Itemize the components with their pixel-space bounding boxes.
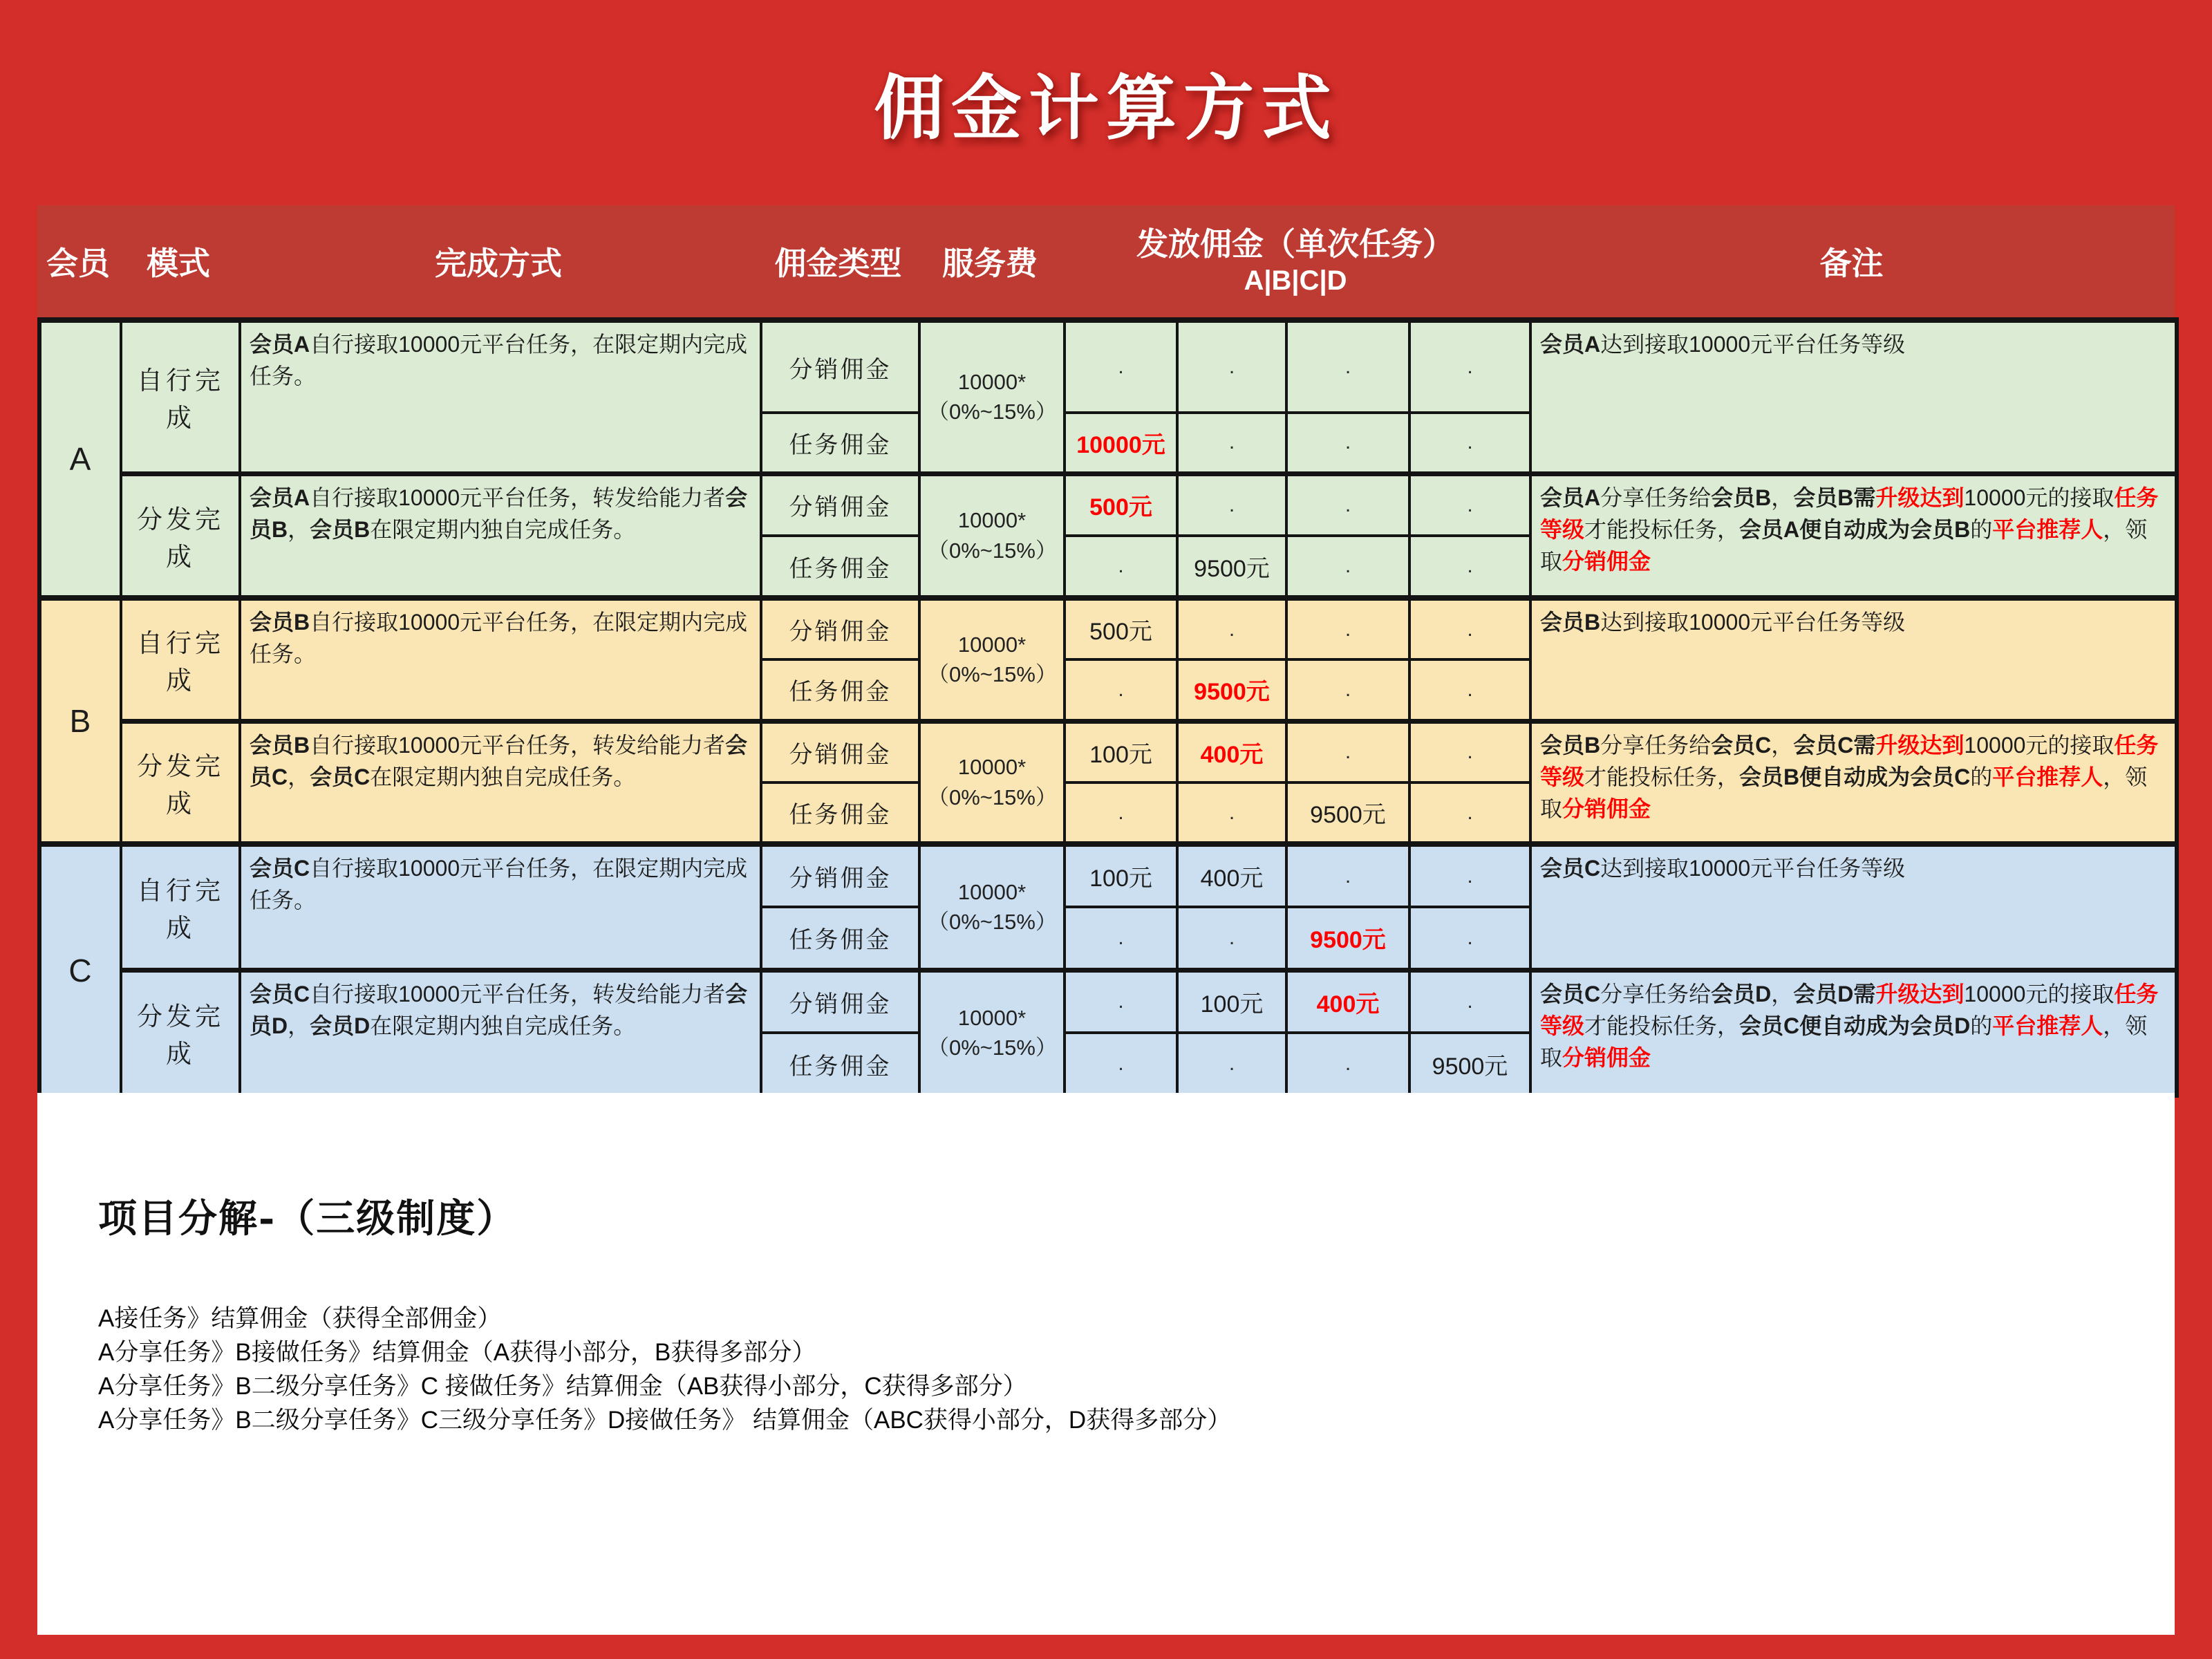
remark-text xyxy=(1530,844,2177,970)
text-segment: ，领取 xyxy=(1540,516,2148,574)
text-segment: 升级达到 xyxy=(1875,485,1965,510)
commission-type-cell: 任务佣金 xyxy=(761,536,919,598)
payout-value-cell: 100元 xyxy=(1065,844,1177,907)
text-segment: 自行接取10000元平台任务，在限定期内完成任务。 xyxy=(250,610,748,667)
payout-dot-cell: . xyxy=(1286,413,1409,474)
commission-type-cell: 任务佣金 xyxy=(761,659,919,721)
payout-dot-cell: . xyxy=(1409,721,1530,782)
text-segment: 达到接取10000元平台任务等级 xyxy=(1600,856,1906,881)
payout-dot-cell: . xyxy=(1409,907,1530,970)
text-segment: 平台推荐人 xyxy=(1992,1013,2103,1038)
payout-dot-cell: . xyxy=(1065,970,1177,1033)
text-segment: 10000元的接取 xyxy=(1964,981,2115,1006)
text-segment: 的 xyxy=(1970,1013,1993,1038)
service-fee-line: 10000* xyxy=(957,369,1027,394)
text-segment: 自行接取10000元平台任务，在限定期内完成任务。 xyxy=(250,332,748,389)
text-segment: 会员B xyxy=(1540,610,1601,635)
commission-type-cell: 任务佣金 xyxy=(761,1033,919,1096)
text-segment: ， xyxy=(1771,485,1794,510)
completion-text xyxy=(240,844,761,970)
service-fee-line: 10000* xyxy=(957,508,1027,533)
text-segment: 会员B xyxy=(1540,732,1601,758)
remark-text xyxy=(1530,474,2177,598)
payout-value-cell: 500元 xyxy=(1065,598,1177,659)
footer-line-4: A分享任务》B二级分享任务》C三级分享任务》D接做任务》 结算佣金（ABC获得小部分，D获得多部分） xyxy=(98,1407,1232,1434)
col-header-mode: 模式 xyxy=(147,245,210,281)
text-segment: 会员C xyxy=(250,732,748,789)
text-segment: 平台推荐人 xyxy=(1992,764,2103,789)
col-header-payout xyxy=(1062,226,1528,297)
text-segment: 会员D xyxy=(310,1013,371,1038)
text-segment: 会员A xyxy=(1540,485,1601,510)
mode-cell: 分发完成 xyxy=(121,970,240,1096)
member-label: B xyxy=(39,598,121,844)
payout-dot-cell: . xyxy=(1065,1033,1177,1096)
service-fee-line: （0%~15%） xyxy=(928,400,1057,424)
service-fee-cell xyxy=(919,970,1065,1096)
text-segment: 在限定期内独自完成任务。 xyxy=(370,1013,636,1038)
service-fee-cell xyxy=(919,598,1065,721)
payout-header-line1: 发放佣金（单次任务） xyxy=(1136,225,1454,262)
col-header-service-fee: 服务费 xyxy=(942,245,1038,281)
text-segment: ，领取 xyxy=(1540,764,2148,822)
text-segment: 会员B xyxy=(250,485,748,542)
text-segment: 会员C xyxy=(310,764,371,789)
text-segment: ， xyxy=(288,516,310,542)
payout-value-cell: 500元 xyxy=(1065,474,1177,536)
service-fee-cell xyxy=(919,474,1065,598)
text-segment: 才能投标任务， xyxy=(1584,516,1740,542)
payout-dot-cell: . xyxy=(1286,1033,1409,1096)
commission-type-cell: 分销佣金 xyxy=(761,320,919,413)
payout-dot-cell: . xyxy=(1409,782,1530,844)
payout-dot-cell: . xyxy=(1409,598,1530,659)
payout-dot-cell: . xyxy=(1065,659,1177,721)
service-fee-line: （0%~15%） xyxy=(928,910,1057,935)
commission-type-cell: 任务佣金 xyxy=(761,907,919,970)
member-label: A xyxy=(39,320,121,598)
mode-cell: 自行完成 xyxy=(121,320,240,474)
text-segment: 会员B需 xyxy=(1793,485,1876,510)
payout-dot-cell: . xyxy=(1177,782,1286,844)
text-segment: 分享任务给 xyxy=(1600,485,1712,510)
footer-line-2: A分享任务》B接做任务》结算佣金（A获得小部分，B获得多部分） xyxy=(98,1339,816,1366)
footer-section xyxy=(37,1093,2175,1635)
text-segment: 在限定期内独自完成任务。 xyxy=(370,516,636,542)
payout-dot-cell: . xyxy=(1177,1033,1286,1096)
payout-dot-cell: . xyxy=(1286,598,1409,659)
remark-text xyxy=(1530,721,2177,844)
table-header-row xyxy=(37,205,2175,317)
commission-type-cell: 分销佣金 xyxy=(761,474,919,536)
service-fee-line: 10000* xyxy=(957,1005,1027,1030)
text-segment: 10000元的接取 xyxy=(1964,732,2115,758)
text-segment: 自行接取10000元平台任务，转发给能力者 xyxy=(310,981,726,1006)
payout-dot-cell: . xyxy=(1286,474,1409,536)
payout-dot-cell: . xyxy=(1177,907,1286,970)
text-segment: 会员B xyxy=(1711,485,1772,510)
payout-value-cell: 10000元 xyxy=(1065,413,1177,474)
mode-cell: 自行完成 xyxy=(121,598,240,721)
completion-text xyxy=(240,598,761,721)
payout-value-cell: 9500元 xyxy=(1409,1033,1530,1096)
mode-cell: 分发完成 xyxy=(121,721,240,844)
text-segment: 的 xyxy=(1970,516,1993,542)
text-segment: 平台推荐人 xyxy=(1992,516,2103,542)
footer-line-3: A分享任务》B二级分享任务》C 接做任务》结算佣金（AB获得小部分，C获得多部分） xyxy=(98,1373,1027,1400)
text-segment: 会员A xyxy=(250,332,310,357)
text-segment: 会员B xyxy=(250,732,310,758)
payout-dot-cell: . xyxy=(1409,844,1530,907)
payout-dot-cell: . xyxy=(1286,721,1409,782)
text-segment: 升级达到 xyxy=(1875,732,1965,758)
page-title: 佣金计算方式 xyxy=(874,67,1338,150)
text-segment: 达到接取10000元平台任务等级 xyxy=(1600,332,1906,357)
payout-value-cell: 100元 xyxy=(1177,970,1286,1033)
text-segment: 会员C需 xyxy=(1793,732,1876,758)
text-segment: 任务等级 xyxy=(1540,732,2159,789)
col-header-completion: 完成方式 xyxy=(435,245,562,281)
service-fee-cell xyxy=(919,844,1065,970)
text-segment: 会员D xyxy=(1711,981,1772,1006)
payout-dot-cell: . xyxy=(1286,844,1409,907)
commission-type-cell: 分销佣金 xyxy=(761,598,919,659)
text-segment: ， xyxy=(288,1013,310,1038)
mode-cell: 分发完成 xyxy=(121,474,240,598)
payout-dot-cell: . xyxy=(1409,320,1530,413)
commission-type-cell: 任务佣金 xyxy=(761,782,919,844)
text-segment: 达到接取10000元平台任务等级 xyxy=(1600,610,1906,635)
footer-line-1: A接任务》结算佣金（获得全部佣金） xyxy=(98,1305,502,1332)
text-segment: 会员A xyxy=(1540,332,1601,357)
service-fee-line: （0%~15%） xyxy=(928,662,1057,687)
payout-dot-cell: . xyxy=(1065,782,1177,844)
text-segment: 会员C xyxy=(250,981,310,1006)
commission-type-cell: 分销佣金 xyxy=(761,721,919,782)
payout-dot-cell: . xyxy=(1177,474,1286,536)
text-segment: 自行接取10000元平台任务，在限定期内完成任务。 xyxy=(250,856,748,913)
payout-dot-cell: . xyxy=(1286,659,1409,721)
payout-dot-cell: . xyxy=(1065,907,1177,970)
payout-value-cell: 400元 xyxy=(1177,844,1286,907)
text-segment: ， xyxy=(1771,732,1794,758)
payout-dot-cell: . xyxy=(1177,598,1286,659)
text-segment: 分销佣金 xyxy=(1562,796,1651,822)
payout-dot-cell: . xyxy=(1065,536,1177,598)
payout-dot-cell: . xyxy=(1286,320,1409,413)
payout-value-cell: 400元 xyxy=(1177,721,1286,782)
payout-value-cell: 9500元 xyxy=(1286,907,1409,970)
remark-text xyxy=(1530,970,2177,1096)
text-segment: 会员C便自动成为会员D xyxy=(1739,1013,1971,1038)
payout-value-cell: 100元 xyxy=(1065,721,1177,782)
payout-header-line2: A|B|C|D xyxy=(1244,265,1347,297)
table-body xyxy=(37,317,2179,1098)
text-segment: ， xyxy=(288,764,310,789)
text-segment: 在限定期内独自完成任务。 xyxy=(370,764,636,789)
text-segment: 会员B xyxy=(310,516,371,542)
text-segment: 10000元的接取 xyxy=(1964,485,2115,510)
text-segment: 才能投标任务， xyxy=(1584,1013,1740,1038)
col-header-member: 会员 xyxy=(46,245,110,281)
text-segment: 分享任务给 xyxy=(1600,732,1712,758)
text-segment: 会员D xyxy=(250,981,748,1038)
service-fee-line: 10000* xyxy=(957,879,1027,904)
text-segment: 才能投标任务， xyxy=(1584,764,1740,789)
text-segment: 会员A xyxy=(250,485,310,510)
commission-table xyxy=(37,205,2175,1098)
payout-dot-cell: . xyxy=(1409,413,1530,474)
text-segment: 升级达到 xyxy=(1875,981,1965,1006)
text-segment: 会员B xyxy=(250,610,310,635)
mode-cell: 自行完成 xyxy=(121,844,240,970)
payout-dot-cell: . xyxy=(1177,320,1286,413)
commission-type-cell: 分销佣金 xyxy=(761,970,919,1033)
service-fee-line: 10000* xyxy=(957,632,1027,657)
remark-text xyxy=(1530,320,2177,474)
service-fee-line: （0%~15%） xyxy=(928,1035,1057,1060)
text-segment: 分销佣金 xyxy=(1562,1045,1651,1071)
completion-text xyxy=(240,970,761,1096)
payout-dot-cell: . xyxy=(1065,320,1177,413)
text-segment: 会员C xyxy=(1540,856,1601,881)
footer-lines xyxy=(98,1302,2175,1437)
payout-dot-cell: . xyxy=(1409,474,1530,536)
service-fee-line: （0%~15%） xyxy=(928,538,1057,563)
service-fee-line: （0%~15%） xyxy=(928,785,1057,809)
payout-dot-cell: . xyxy=(1409,970,1530,1033)
completion-text xyxy=(240,474,761,598)
payout-value-cell: 9500元 xyxy=(1177,659,1286,721)
text-segment: ， xyxy=(1771,981,1794,1006)
text-segment: 会员A便自动成为会员B xyxy=(1739,516,1971,542)
payout-dot-cell: . xyxy=(1177,413,1286,474)
text-segment: 会员C xyxy=(1540,981,1601,1006)
text-segment: 会员C xyxy=(1711,732,1772,758)
col-header-remarks: 备注 xyxy=(1819,245,1884,281)
payout-value-cell: 9500元 xyxy=(1286,782,1409,844)
footer-heading: 项目分解-（三级制度） xyxy=(98,1196,517,1241)
service-fee-line: 10000* xyxy=(957,755,1027,780)
text-segment: 分销佣金 xyxy=(1562,549,1651,574)
text-segment: 任务等级 xyxy=(1540,485,2159,542)
remark-text xyxy=(1530,598,2177,721)
text-segment: 的 xyxy=(1970,764,1993,789)
commission-type-cell: 分销佣金 xyxy=(761,844,919,907)
payout-dot-cell: . xyxy=(1409,536,1530,598)
completion-text xyxy=(240,721,761,844)
service-fee-cell xyxy=(919,721,1065,844)
text-segment: 分享任务给 xyxy=(1600,981,1712,1006)
completion-text xyxy=(240,320,761,474)
text-segment: 会员D需 xyxy=(1793,981,1876,1006)
payout-dot-cell: . xyxy=(1286,536,1409,598)
payout-value-cell: 400元 xyxy=(1286,970,1409,1033)
text-segment: 自行接取10000元平台任务，转发给能力者 xyxy=(310,732,726,758)
text-segment: ，领取 xyxy=(1540,1013,2148,1071)
payout-value-cell: 9500元 xyxy=(1177,536,1286,598)
member-label: C xyxy=(39,844,121,1096)
payout-dot-cell: . xyxy=(1409,659,1530,721)
text-segment: 任务等级 xyxy=(1540,981,2159,1038)
text-segment: 会员B便自动成为会员C xyxy=(1739,764,1971,789)
service-fee-cell xyxy=(919,320,1065,474)
commission-type-cell: 任务佣金 xyxy=(761,413,919,474)
text-segment: 自行接取10000元平台任务，转发给能力者 xyxy=(310,485,726,510)
col-header-commission-type: 佣金类型 xyxy=(774,245,902,281)
text-segment: 会员C xyxy=(250,856,310,881)
